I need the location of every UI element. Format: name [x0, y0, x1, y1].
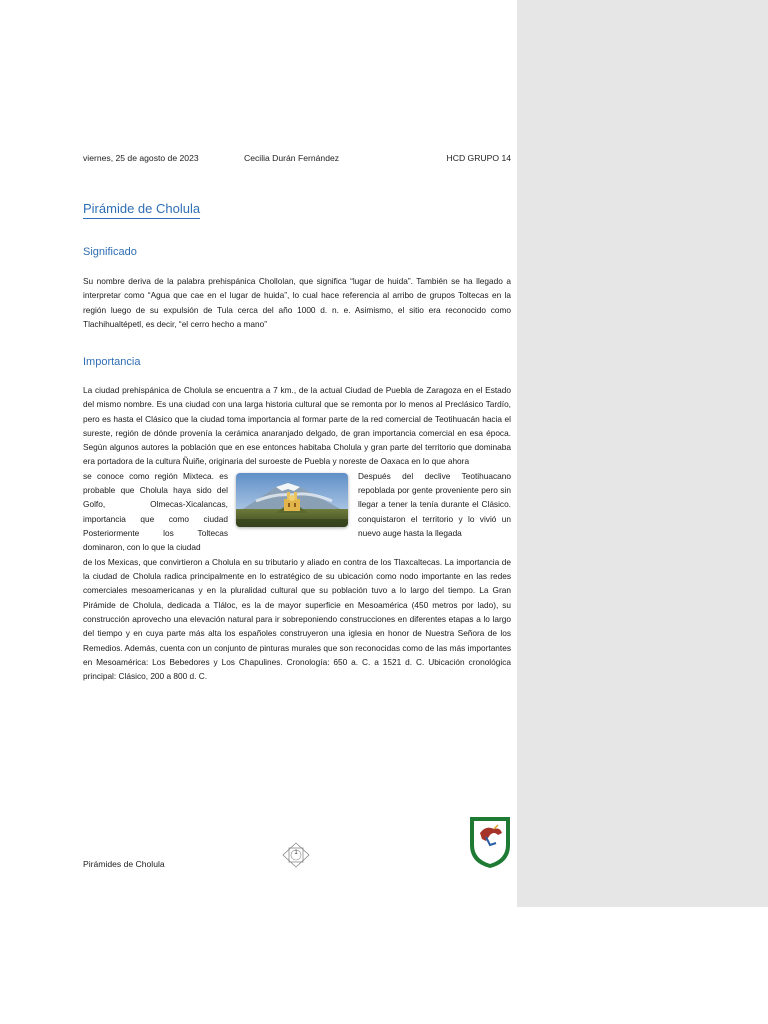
document-title: Pirámide de Cholula	[83, 201, 200, 219]
image-slot	[236, 469, 350, 555]
header-date: viernes, 25 de agosto de 2023	[83, 153, 199, 163]
school-crest	[468, 815, 512, 869]
wrap-text-left: se conoce como región Mixteca. es probable que Cholula haya sido del Golfo, Olmecas-Xicalancas, importancia que como ciudad Posteriormente los Toltecas dominaron, con lo que la ciudad	[83, 470, 228, 553]
section-heading-importancia: Importancia	[83, 356, 141, 368]
crest-logo-icon	[468, 815, 512, 869]
paragraph-tail-text: de los Mexicas, que convirtieron a Cholula en su tributario y aliado en contra de los Tlaxcaltecas. La importancia de la ciudad de Cholula radica principalmente en lo estratégico de su ubicación como nodo importante en las redes comerciales mesoamericanas y en la pluralidad cultural que su población tuvo a lo largo del tiempo. La Gran Pirámide de Cholula, dedicada a Tláloc, es la de mayor superficie en Mesoamérica (450 metros por lado), su construcción aprovecho una elevación natural para ir sobreponiendo construcciones en diferentes etapas a lo largo del tiempo y en cuya parte más alta los españoles construyeron una iglesia en honor de Nuestra Señora de los Remedios. Además, cuenta con un conjunto de pinturas murales que son reconocidas como de las más importantes en Mesoamérica: Los Bebedores y Los Chapulines. Cronología: 650 a. C. a 1521 d. C. Ubicación cronológica principal: Clásico, 200 a 800 d. C.	[83, 556, 511, 682]
section-heading-significado: Significado	[83, 246, 137, 258]
header-author: Cecilia Durán Fernández	[244, 153, 340, 163]
section-paragraph-importancia	[83, 383, 511, 683]
cholula-church-photo	[236, 473, 348, 527]
page-number-ornament	[282, 842, 310, 868]
section-paragraph-significado: Su nombre deriva de la palabra prehispánica Chollolan, que significa “lugar de huida”. También se ha llegado a interpretar como “Agua que cae en el lugar de huida”, lo cual hace referencia al arribo de grupos Toltecas en la región luego de su expulsión de Tula cerca del año 1000 d. n. e. Asimismo, el sitio era reconocido como Tlachihualtépetl, es decir, “el cerro hecho a mano”	[83, 276, 511, 329]
image-wrap-block	[83, 469, 511, 555]
page-number: 1	[294, 850, 298, 856]
header-group: HCD GRUPO 14	[446, 153, 511, 163]
wrap-text-right: Después del declive Teotihuacano repoblada por gente proveniente pero sin llegar a tener la tenía durante el Clásico. conquistaron el territorio y lo vivió un nuevo auge hasta la llegada	[358, 470, 511, 538]
paragraph-lead-text: La ciudad prehispánica de Cholula se encuentra a 7 km., de la actual Ciudad de Puebla de Zaragoza en el Estado del mismo nombre. Es una ciudad con una larga historia cultural que se remonta por lo menos al Preclásico Tardío, pero es hasta el Clásico que la ciudad toma importancia al formar parte de la red comercial de Teotihuacán hacia el sureste, región de dónde provenía la cerámica anaranjado delgado, de gran importancia comercial en esa época. Según algunos autores la población que en ese entonces habitaba Cholula y gran parte del territorio que dominaba era portadora de la cultura Ñuiñe, originaria del suroeste de Puebla y noreste de Oaxaca en lo que ahora	[83, 385, 511, 467]
footer-label: Pirámides de Cholula	[83, 859, 165, 869]
comments-pane	[517, 0, 768, 907]
